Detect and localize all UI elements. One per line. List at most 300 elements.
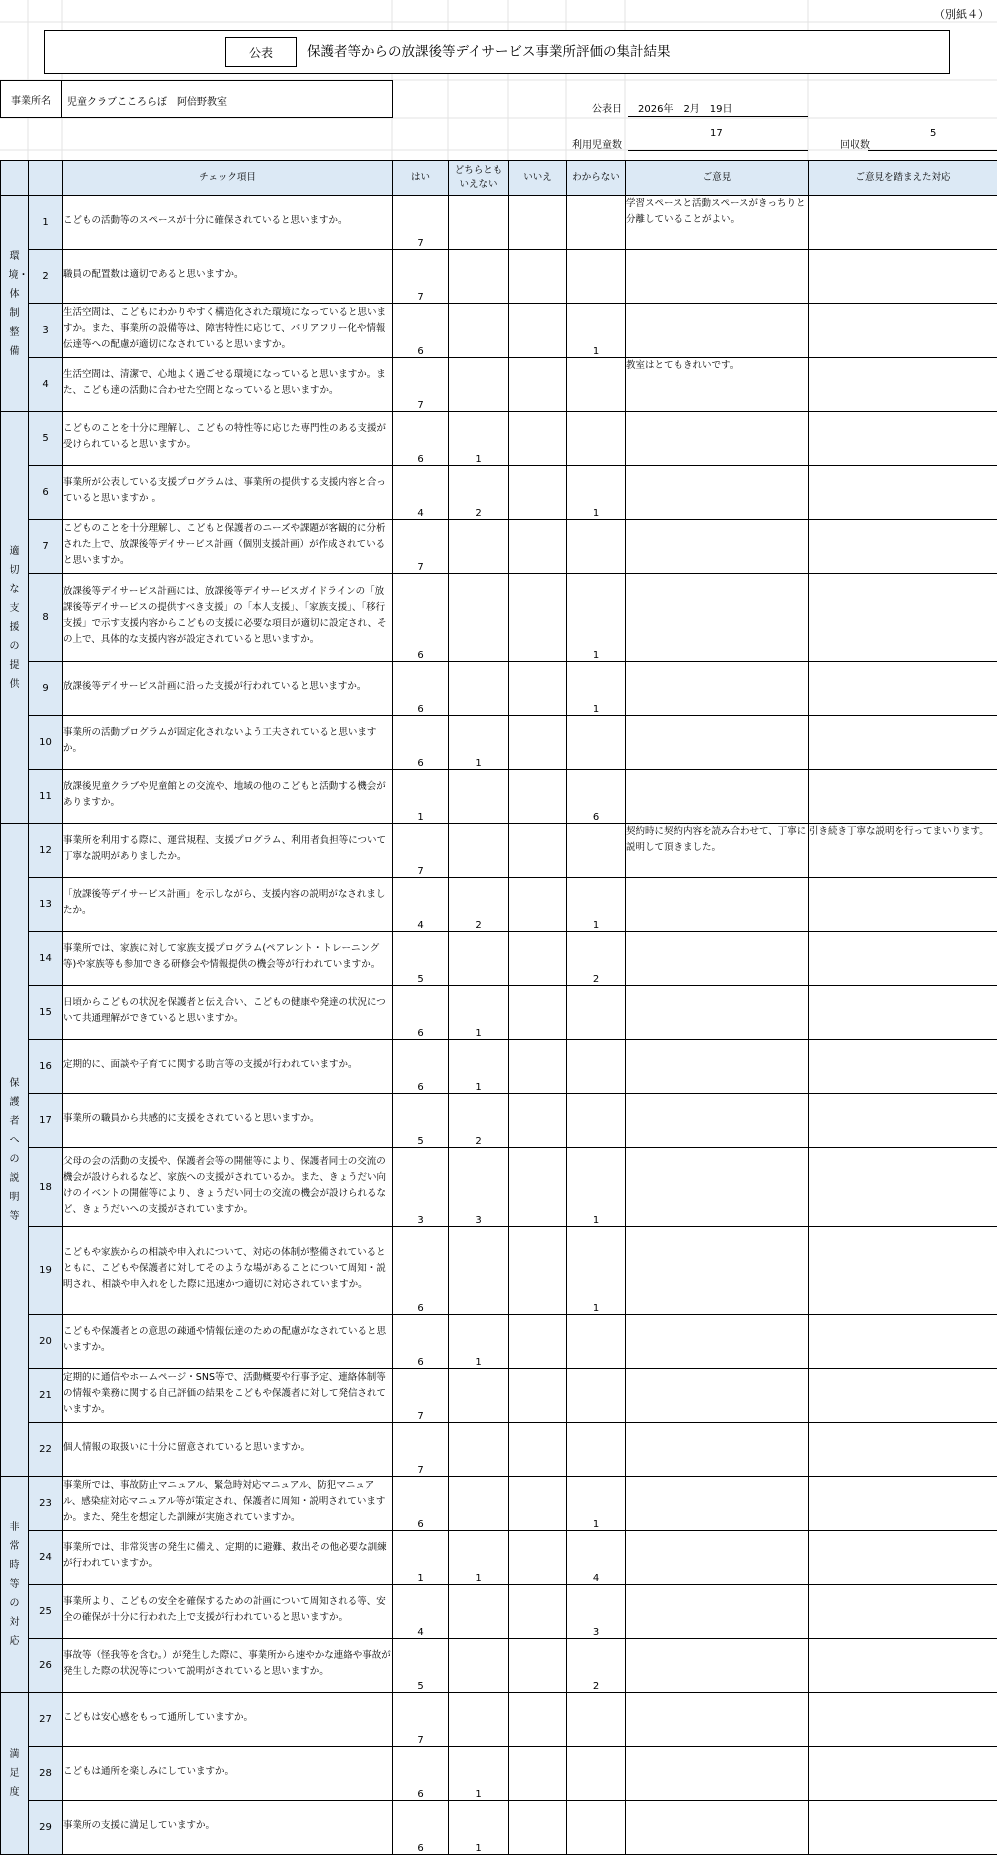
header-no: いいえ: [509, 161, 567, 196]
category-label: 環境・体制整備: [8, 250, 29, 357]
opinion-cell: [626, 986, 809, 1040]
count-yes: 7: [393, 520, 449, 574]
count-no: [509, 932, 567, 986]
category-cell: [1, 196, 29, 412]
count-unknown: 1: [567, 1477, 626, 1531]
count-unknown: 3: [567, 1585, 626, 1639]
item-number: 23: [29, 1477, 63, 1531]
header-number: [29, 161, 63, 196]
pub-date-value: 2026年 2月 19日: [638, 104, 733, 115]
opinion-cell: [626, 1477, 809, 1531]
opinion-cell: [626, 1148, 809, 1227]
check-item-text: [63, 1801, 393, 1855]
category-label: 保護者への説明等: [9, 1078, 20, 1222]
response-cell: [809, 250, 997, 304]
response-cell: [809, 1423, 997, 1477]
check-item-question: 職員の配置数は適切であると思いますか。: [63, 269, 244, 280]
header-neither: どちらとも いえない: [449, 161, 509, 196]
item-number: 9: [29, 662, 63, 716]
check-item-question: 事業所より、こどもの安全を確保するための計画について周知される等、安全の確保が十分に行われた上で支援が行われていると思いますか。: [63, 1596, 386, 1623]
count-neither: [449, 824, 509, 878]
item-number: 28: [29, 1747, 63, 1801]
opinion-cell: [626, 1369, 809, 1423]
table-row: [1, 932, 997, 986]
item-number: 26: [29, 1639, 63, 1693]
count-unknown: [567, 412, 626, 466]
count-unknown: 1: [567, 304, 626, 358]
count-no: [509, 304, 567, 358]
item-number: 6: [29, 466, 63, 520]
response-cell: [809, 878, 997, 932]
count-unknown: 1: [567, 466, 626, 520]
check-item-text: [63, 986, 393, 1040]
response-cell: [809, 1094, 997, 1148]
count-neither: 2: [449, 1094, 509, 1148]
table-row: [1, 878, 997, 932]
opinion-cell: [626, 1531, 809, 1585]
table-row: [1, 304, 997, 358]
count-yes: 7: [393, 1693, 449, 1747]
check-item-text: [63, 878, 393, 932]
count-neither: 1: [449, 1315, 509, 1369]
header-unknown: わからない: [567, 161, 626, 196]
count-no: [509, 1369, 567, 1423]
count-neither: [449, 358, 509, 412]
response-cell: [809, 1315, 997, 1369]
public-label: 公表: [225, 37, 297, 67]
count-unknown: 1: [567, 1227, 626, 1315]
count-unknown: 1: [567, 1148, 626, 1227]
check-item-question: 個人情報の取扱いに十分に留意されていると思いますか。: [63, 1442, 311, 1453]
count-neither: 2: [449, 466, 509, 520]
count-unknown: [567, 1040, 626, 1094]
count-neither: [449, 1693, 509, 1747]
count-unknown: 1: [567, 662, 626, 716]
check-item-question: こどものことを十分に理解し、こどもの特性等に応じた専門性のある支援が受けられていると思いますか。: [63, 423, 387, 450]
response-cell: [809, 1747, 997, 1801]
check-item-question: 事業所の職員から共感的に支援をされていると思いますか。: [63, 1113, 320, 1124]
count-unknown: [567, 196, 626, 250]
category-label: 適切な支援の提供: [9, 545, 20, 690]
opinion-cell: [626, 574, 809, 662]
table-row: [1, 412, 997, 466]
count-unknown: [567, 358, 626, 412]
count-yes: 4: [393, 878, 449, 932]
check-item-text: [63, 662, 393, 716]
count-no: [509, 1423, 567, 1477]
count-unknown: 2: [567, 1639, 626, 1693]
count-yes: 7: [393, 1423, 449, 1477]
count-neither: [449, 304, 509, 358]
check-item-question: こどものことを十分理解し、こどもと保護者のニーズや課題が客観的に分析された上で、放課後等デイサービス計画（個別支援計画）が作成されていると思いますか。: [63, 523, 386, 566]
table-row: [1, 1801, 997, 1855]
count-neither: 1: [449, 1531, 509, 1585]
opinion-cell: 契約時に契約内容を読み合わせて、丁寧に説明して頂きました。: [626, 824, 809, 878]
table-row: [1, 986, 997, 1040]
opinion-cell: [626, 1315, 809, 1369]
item-number: 7: [29, 520, 63, 574]
header-response: ご意見を踏まえた対応: [809, 161, 997, 196]
evaluation-table: [0, 160, 997, 1855]
table-row: [1, 574, 997, 662]
count-unknown: [567, 1747, 626, 1801]
count-yes: 6: [393, 304, 449, 358]
item-number: 4: [29, 358, 63, 412]
pub-date-field: [628, 96, 808, 117]
count-unknown: [567, 716, 626, 770]
check-item-text: [63, 304, 393, 358]
check-item-text: [63, 412, 393, 466]
check-item-text: [63, 520, 393, 574]
count-neither: 1: [449, 716, 509, 770]
opinion-cell: [626, 1227, 809, 1315]
count-no: [509, 466, 567, 520]
item-number: 15: [29, 986, 63, 1040]
opinion-cell: [626, 662, 809, 716]
table-row: [1, 520, 997, 574]
count-neither: [449, 1477, 509, 1531]
count-neither: [449, 196, 509, 250]
check-item-question: 事業所を利用する際に、運営規程、支援プログラム、利用者負担等について丁寧な説明がありましたか。: [63, 835, 387, 862]
item-number: 22: [29, 1423, 63, 1477]
count-unknown: [567, 1094, 626, 1148]
count-neither: [449, 1585, 509, 1639]
response-cell: [809, 1227, 997, 1315]
check-item-text: [63, 1423, 393, 1477]
count-no: [509, 824, 567, 878]
opinion-cell: 教室はとてもきれいです。: [626, 358, 809, 412]
check-item-question: 生活空間は、こどもにわかりやすく構造化された環境になっていると思いますか。また、事業所の設備等は、障害特性に応じて、バリアフリー化や情報伝達等への配慮が適切になされていると思いますか。: [63, 307, 387, 350]
response-cell: [809, 1693, 997, 1747]
table-row: [1, 1585, 997, 1639]
opinion-cell: [626, 1040, 809, 1094]
count-no: [509, 412, 567, 466]
check-item-question: 定期的に通信やホームページ・SNS等で、活動概要や行事予定、連絡体制等の情報や業務に関する自己評価の結果をこどもや保護者に対して発信されていますか。: [63, 1372, 387, 1415]
count-neither: [449, 520, 509, 574]
check-item-text: [63, 574, 393, 662]
response-cell: [809, 1639, 997, 1693]
count-yes: 6: [393, 662, 449, 716]
count-neither: 1: [449, 1747, 509, 1801]
table-header-row: [1, 161, 997, 196]
item-number: 24: [29, 1531, 63, 1585]
opinion-cell: [626, 1423, 809, 1477]
count-yes: 7: [393, 358, 449, 412]
count-neither: [449, 574, 509, 662]
count-neither: [449, 1369, 509, 1423]
count-unknown: [567, 1315, 626, 1369]
check-item-text: [63, 1094, 393, 1148]
count-no: [509, 1639, 567, 1693]
table-row: [1, 1531, 997, 1585]
item-number: 11: [29, 770, 63, 824]
check-item-question: 事業所が公表している支援プログラムは、事業所の提供する支援内容と合っていると思いますか 。: [63, 477, 386, 504]
count-unknown: 1: [567, 574, 626, 662]
check-item-text: [63, 716, 393, 770]
header-category: [1, 161, 29, 196]
count-no: [509, 1585, 567, 1639]
count-yes: 7: [393, 196, 449, 250]
count-yes: 7: [393, 250, 449, 304]
item-number: 3: [29, 304, 63, 358]
response-cell: [809, 520, 997, 574]
table-row: [1, 1747, 997, 1801]
count-no: [509, 1747, 567, 1801]
check-item-text: [63, 1639, 393, 1693]
response-cell: 引き続き丁寧な説明を行ってまいります。: [809, 824, 997, 878]
table-row: [1, 824, 997, 878]
check-item-text: [63, 770, 393, 824]
check-item-text: [63, 1227, 393, 1315]
table-row: [1, 466, 997, 520]
table-row: [1, 1477, 997, 1531]
check-item-text: [63, 824, 393, 878]
response-cell: [809, 574, 997, 662]
count-no: [509, 358, 567, 412]
count-neither: [449, 1423, 509, 1477]
count-no: [509, 1801, 567, 1855]
opinion-cell: [626, 770, 809, 824]
check-item-question: 「放課後等デイサービス計画」を示しながら、支援内容の説明がなされましたか。: [63, 889, 386, 916]
check-item-text: [63, 1747, 393, 1801]
check-item-text: [63, 1369, 393, 1423]
item-number: 19: [29, 1227, 63, 1315]
item-number: 21: [29, 1369, 63, 1423]
item-number: 14: [29, 932, 63, 986]
count-unknown: [567, 1423, 626, 1477]
response-cell: [809, 196, 997, 250]
count-yes: 6: [393, 1227, 449, 1315]
count-neither: [449, 1227, 509, 1315]
count-yes: 1: [393, 770, 449, 824]
opinion-cell: [626, 412, 809, 466]
count-yes: 5: [393, 932, 449, 986]
table-row: [1, 1040, 997, 1094]
check-item-question: 事業所の支援に満足していますか。: [63, 1820, 216, 1831]
check-item-question: こどもは通所を楽しみにしていますか。: [63, 1766, 235, 1777]
count-yes: 5: [393, 1639, 449, 1693]
response-cell: [809, 412, 997, 466]
item-number: 2: [29, 250, 63, 304]
item-number: 16: [29, 1040, 63, 1094]
check-item-question: 事業所では、家族に対して家族支援プログラム(ペアレント・トレーニング等)や家族等も参加できる研修会や情報提供の機会等が行われていますか。: [63, 943, 381, 970]
count-neither: [449, 1639, 509, 1693]
check-item-text: [63, 196, 393, 250]
users-field: [628, 124, 808, 151]
count-no: [509, 1148, 567, 1227]
count-yes: 6: [393, 716, 449, 770]
count-yes: 6: [393, 1315, 449, 1369]
count-yes: 6: [393, 986, 449, 1040]
check-item-question: 事業所では、非常災害の発生に備え、定期的に避難、救出その他必要な訓練が行われていますか。: [63, 1542, 387, 1569]
opinion-cell: 学習スペースと活動スペースがきっちりと分離していることがよい。: [626, 196, 809, 250]
count-unknown: [567, 1693, 626, 1747]
count-yes: 6: [393, 1477, 449, 1531]
header-opinion: ご意見: [626, 161, 809, 196]
table-row: [1, 1369, 997, 1423]
item-number: 18: [29, 1148, 63, 1227]
check-item-text: [63, 1477, 393, 1531]
check-item-text: [63, 1585, 393, 1639]
check-item-question: こどもの活動等のスペースが十分に確保されていると思いますか。: [63, 215, 348, 226]
check-item-question: こどもや保護者との意思の疎通や情報伝達のための配慮がなされていると思いますか。: [63, 1326, 387, 1353]
count-yes: 3: [393, 1148, 449, 1227]
check-item-question: 放課後等デイサービス計画には、放課後等デイサービスガイドラインの「放課後等デイサービスの提供すべき支援」の「本人支援」、「家族支援」、「移行支援」で示す支援内容からこどもの支援に必要な項目が適切に設定され、その上で、具体的な支援内容が設定されていると思いますか。: [63, 586, 387, 645]
item-number: 12: [29, 824, 63, 878]
users-count: 17: [710, 128, 723, 139]
count-no: [509, 520, 567, 574]
response-cell: [809, 932, 997, 986]
check-item-text: [63, 1040, 393, 1094]
office-box: [0, 80, 393, 118]
item-number: 29: [29, 1801, 63, 1855]
item-number: 10: [29, 716, 63, 770]
title-box: [44, 30, 950, 74]
response-cell: [809, 304, 997, 358]
item-number: 1: [29, 196, 63, 250]
table-row: [1, 250, 997, 304]
table-row: [1, 196, 997, 250]
count-neither: 1: [449, 986, 509, 1040]
item-number: 5: [29, 412, 63, 466]
count-no: [509, 986, 567, 1040]
count-neither: 1: [449, 1801, 509, 1855]
pub-date-label: 公表日: [592, 104, 622, 115]
check-item-text: [63, 1315, 393, 1369]
opinion-cell: [626, 1639, 809, 1693]
item-number: 8: [29, 574, 63, 662]
check-item-question: 事業所の活動プログラムが固定化されないよう工夫されていると思いますか。: [63, 727, 377, 754]
count-neither: [449, 662, 509, 716]
count-neither: [449, 932, 509, 986]
count-no: [509, 770, 567, 824]
category-cell: [1, 824, 29, 1477]
opinion-cell: [626, 932, 809, 986]
count-yes: 6: [393, 1040, 449, 1094]
count-no: [509, 1227, 567, 1315]
count-unknown: 1: [567, 878, 626, 932]
count-no: [509, 1477, 567, 1531]
opinion-cell: [626, 1585, 809, 1639]
table-row: [1, 1423, 997, 1477]
count-yes: 6: [393, 574, 449, 662]
response-cell: [809, 770, 997, 824]
response-cell: [809, 662, 997, 716]
check-item-text: [63, 358, 393, 412]
count-no: [509, 1094, 567, 1148]
opinion-cell: [626, 1693, 809, 1747]
response-cell: [809, 716, 997, 770]
count-unknown: [567, 824, 626, 878]
check-item-question: 事業所では、事故防止マニュアル、緊急時対応マニュアル、防犯マニュアル、感染症対応マニュアル等が策定され、保護者に周知・説明されていますか。また、発生を想定した訓練が実施されていますか。: [63, 1480, 386, 1523]
table-row: [1, 1693, 997, 1747]
page-title: 保護者等からの放課後等デイサービス事業所評価の集計結果: [307, 44, 671, 60]
appendix-label: （別紙４）: [934, 8, 989, 21]
count-no: [509, 574, 567, 662]
check-item-question: 父母の会の活動の支援や、保護者会等の開催等により、保護者同士の交流の機会が設けられるなど、家族への支援がされているか。また、きょうだい向けのイベントの開催等により、きょうだい同士の交流の機会が設けられるなど、きょうだいへの支援がされていますか。: [63, 1155, 387, 1215]
count-unknown: 6: [567, 770, 626, 824]
table-row: [1, 770, 997, 824]
opinion-cell: [626, 250, 809, 304]
count-no: [509, 1040, 567, 1094]
office-name: 児童クラブこころらぼ 阿倍野教室: [67, 97, 227, 108]
item-number: 13: [29, 878, 63, 932]
category-cell: [1, 1693, 29, 1855]
item-number: 20: [29, 1315, 63, 1369]
check-item-text: [63, 1148, 393, 1227]
opinion-cell: [626, 304, 809, 358]
response-cell: [809, 466, 997, 520]
table-row: [1, 358, 997, 412]
opinion-cell: [626, 716, 809, 770]
check-item-question: 放課後児童クラブや児童館との交流や、地域の他のこどもと活動する機会がありますか。: [63, 781, 386, 808]
opinion-cell: [626, 1747, 809, 1801]
opinion-cell: [626, 1094, 809, 1148]
count-no: [509, 878, 567, 932]
count-yes: 7: [393, 1369, 449, 1423]
response-cell: [809, 1477, 997, 1531]
count-no: [509, 1315, 567, 1369]
check-item-question: 生活空間は、清潔で、心地よく過ごせる環境になっていると思いますか。また、こども達の活動に合わせた空間となっていると思いますか。: [63, 369, 386, 396]
category-label: 満足度: [9, 1749, 20, 1798]
response-cell: [809, 1148, 997, 1227]
count-no: [509, 662, 567, 716]
office-label: 事業所名: [1, 81, 62, 117]
response-cell: [809, 1585, 997, 1639]
response-cell: [809, 1801, 997, 1855]
count-no: [509, 196, 567, 250]
category-cell: [1, 1477, 29, 1693]
count-yes: 7: [393, 824, 449, 878]
count-yes: 4: [393, 466, 449, 520]
responses-count: 5: [930, 128, 937, 139]
check-item-text: [63, 466, 393, 520]
count-yes: 6: [393, 1747, 449, 1801]
users-label: 利用児童数: [572, 140, 622, 151]
header-check-item: チェック項目: [63, 161, 393, 196]
item-number: 27: [29, 1693, 63, 1747]
count-neither: 1: [449, 1040, 509, 1094]
table-row: [1, 1639, 997, 1693]
count-yes: 6: [393, 412, 449, 466]
opinion-cell: [626, 466, 809, 520]
count-neither: 1: [449, 412, 509, 466]
opinion-cell: [626, 1801, 809, 1855]
header-yes: はい: [393, 161, 449, 196]
count-unknown: [567, 1801, 626, 1855]
check-item-text: [63, 932, 393, 986]
count-unknown: [567, 1369, 626, 1423]
count-yes: 6: [393, 1801, 449, 1855]
responses-field: [868, 124, 997, 151]
item-number: 25: [29, 1585, 63, 1639]
count-unknown: 4: [567, 1531, 626, 1585]
table-row: [1, 1148, 997, 1227]
check-item-question: 放課後等デイサービス計画に沿った支援が行われていると思いますか。: [63, 681, 367, 692]
table-row: [1, 1315, 997, 1369]
category-cell: [1, 412, 29, 824]
opinion-cell: [626, 520, 809, 574]
check-item-question: 事故等（怪我等を含む。）が発生した際に、事業所から速やかな連絡や事故が発生した際の状況等について説明がされていると思いますか。: [63, 1650, 391, 1677]
response-cell: [809, 1531, 997, 1585]
table-row: [1, 662, 997, 716]
count-neither: 2: [449, 878, 509, 932]
count-neither: [449, 770, 509, 824]
count-yes: 5: [393, 1094, 449, 1148]
response-cell: [809, 1040, 997, 1094]
check-item-question: 定期的に、面談や子育てに関する助言等の支援が行われていますか。: [63, 1059, 358, 1070]
response-cell: [809, 986, 997, 1040]
